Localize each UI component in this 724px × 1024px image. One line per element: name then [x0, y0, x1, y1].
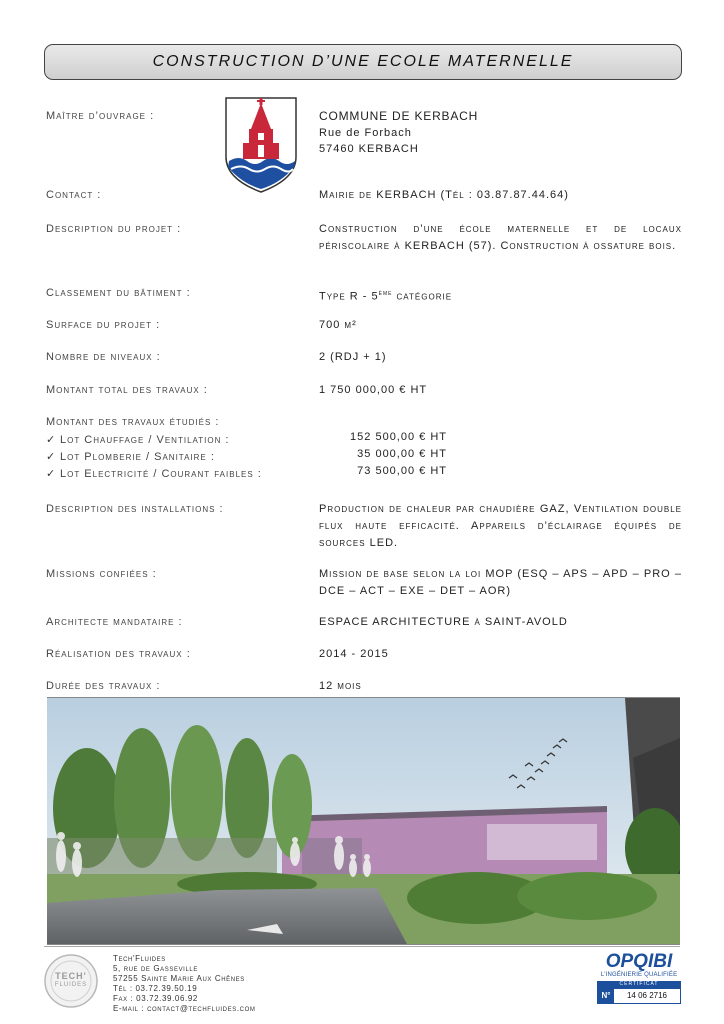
architecte-value: ESPACE ARCHITECTURE à SAINT-AVOLD — [319, 616, 568, 628]
duree-value: 12 mois — [319, 680, 362, 692]
maitre-address-city: 57460 KERBACH — [319, 143, 419, 155]
techfluides-logo — [42, 952, 100, 1010]
maitre-address-street: Rue de Forbach — [319, 127, 412, 139]
label-niveaux: Nombre de niveaux : — [46, 351, 161, 363]
label-surface: Surface du projet : — [46, 319, 161, 331]
lot-label: ✓ Lot Electricité / Courant faibles : — [46, 468, 262, 480]
lot-value: 152 500,00 € HT — [350, 431, 447, 443]
check-icon: ✓ — [46, 451, 57, 463]
label-description: Description du projet : — [46, 223, 182, 235]
label-missions: Missions confiées : — [46, 568, 157, 580]
footer-divider — [44, 946, 680, 947]
lot-value: 35 000,00 € HT — [357, 448, 447, 460]
lot-value: 73 500,00 € HT — [357, 465, 447, 477]
footer-company: Tech'Fluides — [113, 954, 166, 963]
techfluides-logo-icon — [42, 952, 100, 1010]
footer-address1: 5, rue de Gasseville — [113, 964, 198, 973]
classement-value: Type R - 5ème catégorie — [319, 290, 453, 303]
niveaux-value: 2 (RDJ + 1) — [319, 351, 387, 363]
label-contact: Contact : — [46, 189, 102, 201]
footer-address2: 57255 Sainte Marie Aux Chênes — [113, 974, 245, 983]
check-icon: ✓ — [46, 434, 57, 446]
contact-value: Mairie de KERBACH (Tél : 03.87.87.44.64) — [319, 189, 569, 201]
label-montant: Montant total des travaux : — [46, 384, 208, 396]
logo-text-line1: TECH' — [55, 971, 87, 981]
opqibi-tagline: L'INGÉNIERIE QUALIFIÉE — [600, 972, 678, 978]
footer-contact — [113, 954, 255, 1014]
opqibi-cert-label: CERTIFICAT — [597, 981, 681, 988]
realisation-value: 2014 - 2015 — [319, 648, 389, 660]
label-duree: Durée des travaux : — [46, 680, 161, 692]
missions-value: Mission de base selon la loi MOP (ESQ – APS – APD – PRO – DCE – ACT – EXE – DET – AOR) — [319, 568, 682, 597]
footer-email[interactable]: E-mail : contact@techfluides.com — [113, 1004, 256, 1013]
label-realisation: Réalisation des travaux : — [46, 648, 191, 660]
label-classement: Classement du bâtiment : — [46, 287, 191, 299]
opqibi-num-prefix: N° — [598, 989, 614, 1003]
opqibi-number: 14 06 2716 — [626, 991, 668, 1000]
footer-fax: Fax : 03.72.39.06.92 — [113, 994, 198, 1003]
label-architecte: Architecte mandataire : — [46, 616, 183, 628]
opqibi-certification — [597, 952, 681, 1006]
commune-crest-icon — [223, 95, 299, 195]
page-title: CONSTRUCTION D’UNE ECOLE MATERNELLE — [44, 44, 682, 80]
label-installations: Description des installations : — [46, 503, 224, 515]
lot-label: ✓ Lot Chauffage / Ventilation : — [46, 434, 230, 446]
logo-text-line2: FLUIDES — [54, 982, 88, 988]
opqibi-brand: OPQIBI — [605, 951, 673, 972]
label-maitre: Maître d’ouvrage : — [46, 110, 155, 122]
lot-label: ✓ Lot Plomberie / Sanitaire : — [46, 451, 215, 463]
project-rendering-image — [47, 697, 680, 945]
footer-tel: Tél : 03.72.39.50.19 — [113, 984, 198, 993]
montant-value: 1 750 000,00 € HT — [319, 384, 428, 396]
installations-value: Production de chaleur par chaudière GAZ, Ventilation double flux haute efficacité. Appareils d’éclairage équipés de sources LED. — [319, 503, 682, 549]
maitre-name: COMMUNE DE KERBACH — [319, 109, 479, 123]
check-icon: ✓ — [46, 468, 57, 480]
surface-value: 700 m² — [319, 319, 357, 331]
description-value: Construction d’une école maternelle et de locaux périscolaire à KERBACH (57). Construction à ossature bois. — [319, 223, 682, 252]
label-etudies: Montant des travaux étudiés : — [46, 416, 220, 428]
